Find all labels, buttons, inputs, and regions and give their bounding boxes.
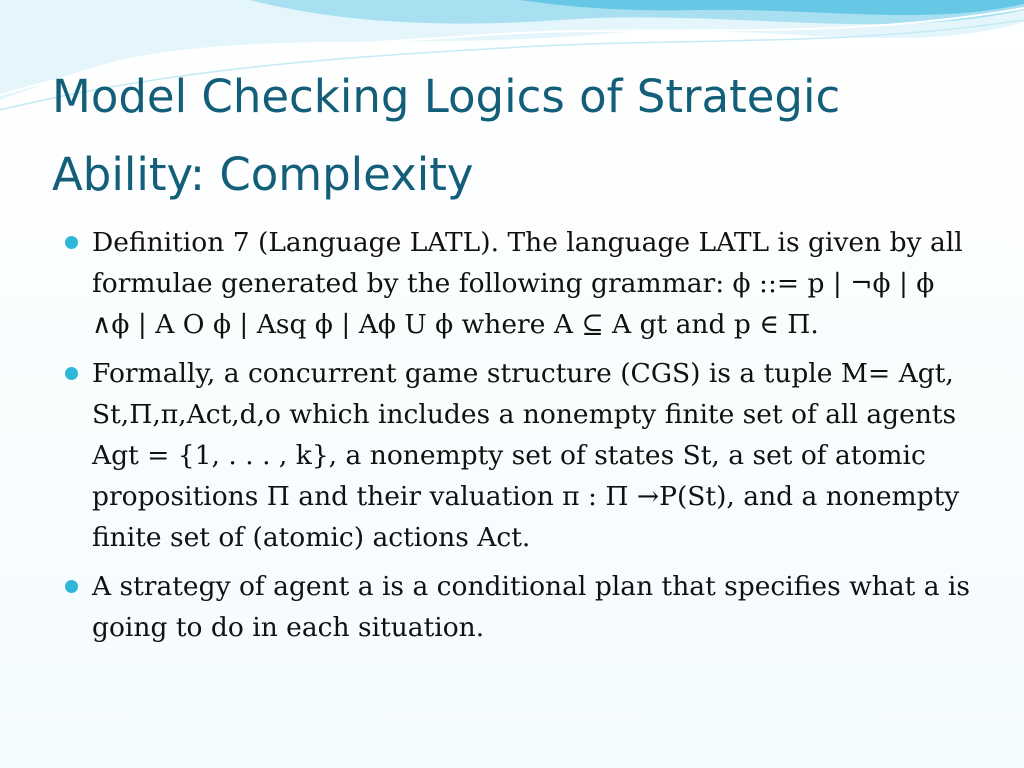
slide-title: Model Checking Logics of Strategic Ability: Complexity [52, 70, 841, 201]
bullet-text: Formally, a concurrent game structure (CGS) is a tuple M= Agt, St,Π,π,Act,d,o which includes a nonempty finite set of all agents Agt = {1, . . . , k}, a nonempty set of states St, a set of atomic propositions Π and their valuation π : Π →P(St), and a nonempty finite set of (atomic) actions Act. [92, 358, 960, 553]
bullet-item [65, 353, 970, 558]
bullet-list [65, 222, 970, 656]
bullet-text: Definition 7 (Language LATL). The language LATL is given by all formulae generated by the following grammar: ϕ ::= p | ¬ϕ | ϕ ∧ϕ | A O ϕ | Asq ϕ | Aϕ U ϕ where A ⊆ A gt and p ∈ Π. [92, 227, 963, 340]
bullet-item [65, 222, 970, 345]
circle-bullet-icon [65, 580, 78, 593]
circle-bullet-icon [65, 236, 78, 249]
bullet-item [65, 566, 970, 648]
bullet-text: A strategy of agent a is a conditional plan that specifies what a is going to do in each situation. [92, 571, 971, 643]
circle-bullet-icon [65, 367, 78, 380]
